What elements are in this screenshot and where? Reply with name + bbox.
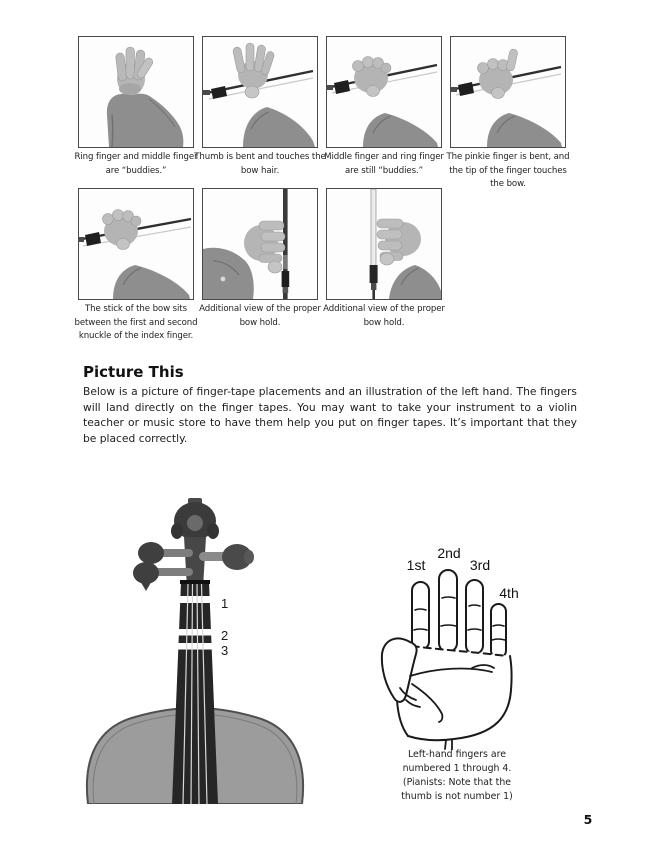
bow-photo-3-image bbox=[326, 36, 442, 148]
hand-caption-line: numbered 1 through 4. bbox=[402, 763, 512, 774]
finger-label-3rd: 3rd bbox=[469, 557, 491, 573]
finger-tape-3 bbox=[175, 643, 214, 650]
section-body-text: Below is a picture of finger-tape placements and an illustration of the left hand. The fingers will land directly on the finger tapes. You may want to take your instrument to a violin teacher or music store to have them help you put on finger tapes. It’s important that they be placed correctly. bbox=[83, 385, 577, 445]
bow-photo-1 bbox=[74, 36, 198, 192]
section-heading: Picture This bbox=[83, 363, 184, 381]
bow-photo-5 bbox=[74, 188, 198, 344]
index-finger bbox=[412, 582, 429, 650]
violin-finger-tape-photo bbox=[85, 496, 305, 804]
bow-hold-fist-photo bbox=[327, 37, 441, 147]
photo-caption: The stick of the bow sits between the first and second knuckle of the index finger. bbox=[74, 304, 198, 341]
finger-tape-1 bbox=[178, 596, 213, 603]
hand-caption-line: (Pianists: Note that the bbox=[402, 777, 512, 788]
bow-photo-2 bbox=[194, 36, 326, 192]
left-hand-illustration bbox=[376, 538, 526, 750]
bow-photo-1-image bbox=[78, 36, 194, 148]
photo-caption: The pinkie finger is bent, and the tip of the finger touches the bow. bbox=[446, 152, 570, 189]
hand-caption-line: thumb is not number 1) bbox=[401, 791, 513, 802]
bow-photo-row-2 bbox=[74, 188, 445, 344]
photo-caption: Ring finger and middle finger are “buddies.” bbox=[74, 152, 198, 176]
bow-photo-6-image bbox=[202, 188, 318, 300]
bow-photo-3 bbox=[326, 36, 442, 192]
bow-photo-7 bbox=[323, 188, 445, 344]
vertical-bow-reverse-view-photo bbox=[327, 189, 441, 299]
finger-label-2nd: 2nd bbox=[437, 545, 461, 561]
middle-finger bbox=[439, 570, 457, 652]
photo-caption: Additional view of the proper bow hold. bbox=[323, 304, 445, 328]
page-number: 5 bbox=[583, 812, 593, 827]
pinkie-finger bbox=[491, 604, 506, 658]
pinkie-bent-photo bbox=[451, 37, 565, 147]
finger-label-1st: 1st bbox=[406, 557, 426, 573]
photo-caption: Middle finger and ring finger are still “buddies.” bbox=[324, 152, 444, 176]
bow-photo-6 bbox=[199, 188, 321, 344]
tape-label-2: 2 bbox=[221, 628, 229, 643]
photo-caption: Thumb is bent and touches the bow hair. bbox=[194, 152, 326, 176]
bow-photo-4 bbox=[446, 36, 570, 192]
tape-label-3: 3 bbox=[221, 643, 229, 658]
thumb-on-bow-photo bbox=[203, 37, 317, 147]
bow-photo-4-image bbox=[450, 36, 566, 148]
violin-fingerboard bbox=[172, 580, 218, 804]
bow-photo-5-image bbox=[78, 188, 194, 300]
bow-photo-7-image bbox=[326, 188, 442, 300]
bow-stick-knuckle-photo bbox=[79, 189, 193, 299]
hand-no-bow-photo bbox=[79, 37, 193, 147]
vertical-bow-view-photo bbox=[203, 189, 317, 299]
violin-scroll bbox=[171, 498, 219, 540]
photo-caption: Additional view of the proper bow hold. bbox=[199, 304, 321, 328]
bow-photo-row-1 bbox=[74, 36, 570, 192]
ring-finger bbox=[466, 580, 483, 654]
hand-caption-line: Left-hand fingers are bbox=[407, 749, 507, 760]
tape-label-1: 1 bbox=[221, 596, 229, 611]
hand-caption bbox=[372, 748, 542, 804]
bow-photo-2-image bbox=[202, 36, 318, 148]
finger-tape-2 bbox=[176, 629, 214, 636]
finger-label-4th: 4th bbox=[499, 585, 519, 601]
